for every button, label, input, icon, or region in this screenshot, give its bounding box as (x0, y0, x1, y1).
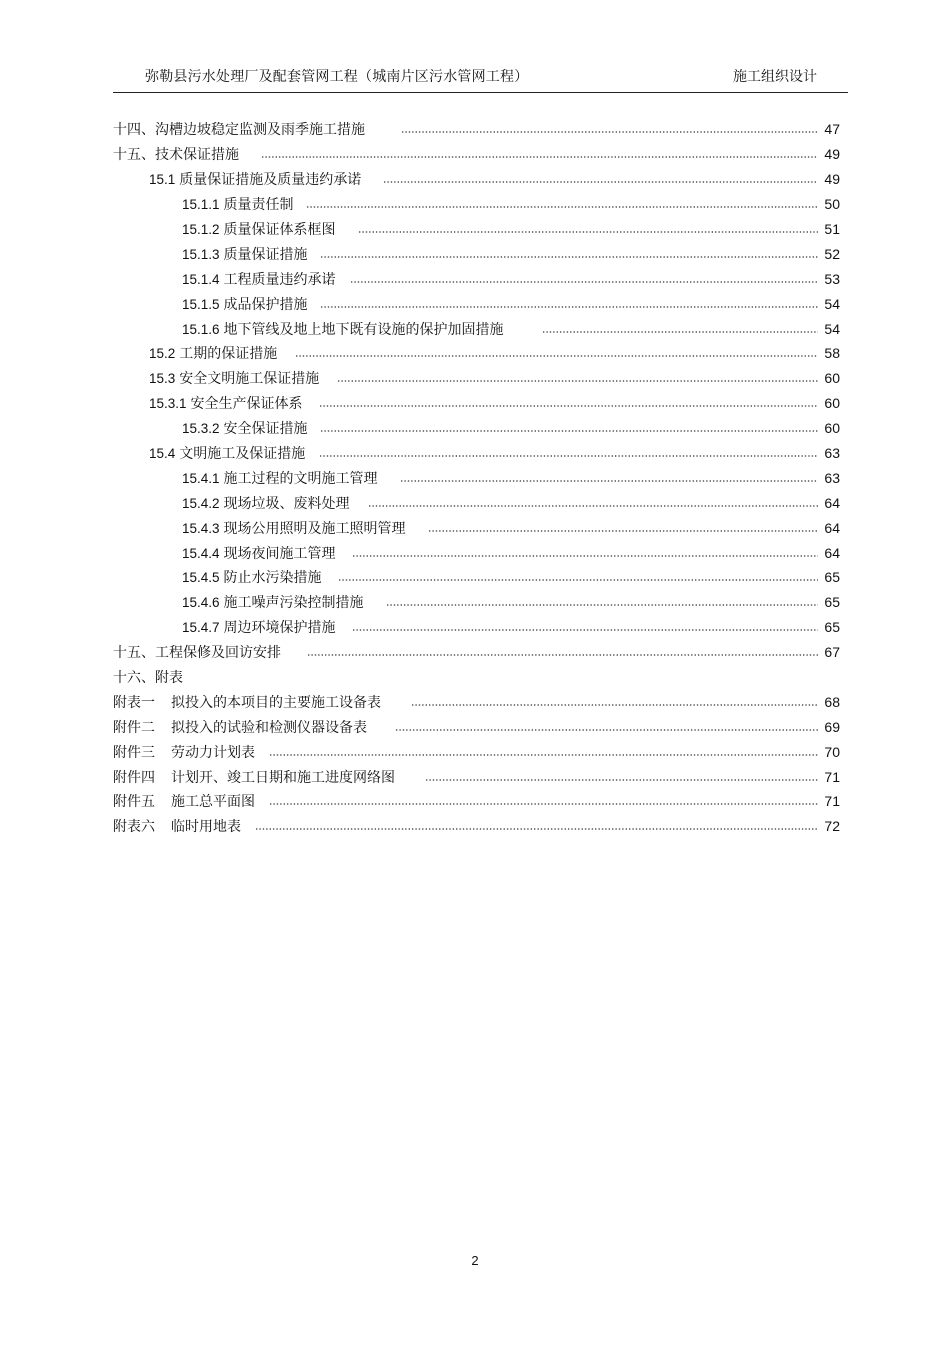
toc-entry[interactable] (113, 341, 840, 366)
toc-entry[interactable] (113, 391, 840, 416)
toc-entry[interactable] (113, 764, 840, 789)
toc-entry-title: 施工噪声污染控制措施 (223, 595, 364, 612)
page-number: 2 (471, 1253, 479, 1268)
toc-entry-number: 15.1.1 (182, 197, 220, 213)
toc-entry-title: 现场公用照明及施工照明管理 (223, 520, 406, 537)
toc-entry-number: 15.1 (149, 172, 176, 188)
toc-entry-title: 周边环境保护措施 (223, 620, 336, 637)
dot-leader (319, 405, 818, 407)
dot-leader (368, 505, 818, 507)
toc-entry[interactable] (113, 590, 840, 615)
toc-entry-page: 70 (824, 743, 840, 760)
toc-entry-number: 十六、 (113, 670, 155, 687)
toc-entry[interactable] (113, 714, 840, 739)
toc-entry-title: 工程质量违约承诺 (223, 271, 336, 288)
toc-entry-page: 53 (824, 270, 840, 287)
table-of-contents (113, 117, 840, 839)
toc-entry-title: 安全文明施工保证措施 (179, 371, 320, 388)
toc-entry-title: 现场夜间施工管理 (223, 545, 336, 562)
header-divider (113, 92, 848, 93)
toc-entry-page: 65 (824, 619, 840, 636)
toc-entry[interactable] (113, 366, 840, 391)
toc-entry-page: 67 (824, 644, 840, 661)
toc-entry[interactable] (113, 490, 840, 515)
toc-entry[interactable] (113, 416, 840, 441)
toc-entry-title: 施工总平面图 (171, 794, 255, 811)
toc-entry-page: 72 (824, 818, 840, 835)
toc-entry-page: 71 (824, 768, 840, 785)
toc-entry[interactable] (113, 192, 840, 217)
dot-leader (401, 131, 818, 133)
dot-leader (358, 231, 818, 233)
dot-leader (269, 754, 818, 756)
toc-entry[interactable] (113, 117, 840, 142)
toc-entry-title: 附表 (155, 670, 183, 687)
toc-entry[interactable] (113, 291, 840, 316)
toc-entry[interactable] (113, 615, 840, 640)
toc-entry-title: 计划开、竣工日期和施工进度网络图 (171, 769, 395, 786)
toc-entry[interactable] (113, 565, 840, 590)
dot-leader (400, 480, 818, 482)
toc-entry-number: 15.4.6 (182, 595, 220, 611)
toc-entry-number: 15.1.4 (182, 271, 220, 287)
dot-leader (307, 654, 818, 656)
dot-leader (337, 380, 818, 382)
toc-entry-number: 附件二 (113, 719, 155, 736)
toc-entry[interactable] (113, 316, 840, 341)
toc-entry-title: 成品保护措施 (223, 296, 308, 313)
toc-entry[interactable] (113, 739, 840, 764)
header-doc-type: 施工组织设计 (733, 69, 817, 85)
toc-entry-page: 60 (824, 395, 840, 412)
toc-entry[interactable] (113, 441, 840, 466)
toc-entry[interactable] (113, 465, 840, 490)
toc-entry-page: 65 (824, 569, 840, 586)
toc-entry-title: 劳动力计划表 (171, 744, 255, 761)
toc-entry-number: 15.3 (149, 371, 176, 387)
dot-leader (411, 704, 818, 706)
toc-entry-number: 15.1.5 (182, 296, 220, 312)
dot-leader (306, 206, 818, 208)
toc-entry[interactable] (113, 789, 840, 814)
toc-entry-page: 64 (824, 519, 840, 536)
toc-entry-number: 15.4.7 (182, 620, 220, 636)
toc-entry-number: 15.1.3 (182, 246, 220, 262)
toc-entry-number: 附件五 (113, 794, 155, 811)
toc-entry-number: 15.4 (149, 446, 176, 462)
dot-leader (352, 555, 818, 557)
toc-entry-number: 附件三 (113, 744, 155, 761)
dot-leader (386, 604, 818, 606)
toc-entry-page: 63 (824, 445, 840, 462)
toc-entry-number: 15.2 (149, 346, 176, 362)
toc-entry-page: 69 (824, 718, 840, 735)
toc-entry-page: 63 (824, 469, 840, 486)
toc-entry-title: 技术保证措施 (155, 147, 239, 164)
toc-entry-page: 64 (824, 494, 840, 511)
toc-entry-page: 68 (824, 693, 840, 710)
toc-entry-page: 54 (824, 320, 840, 337)
toc-entry-number: 15.3.1 (149, 396, 187, 412)
toc-entry-page: 64 (824, 544, 840, 561)
toc-entry[interactable] (113, 689, 840, 714)
toc-entry-page: 54 (824, 295, 840, 312)
toc-entry-title: 安全保证措施 (223, 421, 308, 438)
toc-entry-title: 沟槽边坡稳定监测及雨季施工措施 (155, 122, 365, 139)
dot-leader (320, 306, 818, 308)
toc-entry-number: 15.4.5 (182, 570, 220, 586)
toc-entry[interactable] (113, 217, 840, 242)
toc-entry-number: 15.1.6 (182, 321, 220, 337)
toc-entry-title: 施工过程的文明施工管理 (223, 470, 378, 487)
toc-entry[interactable] (113, 167, 840, 192)
toc-entry-number: 附件四 (113, 769, 155, 786)
toc-entry-page: 60 (824, 370, 840, 387)
toc-entry-number: 十五、 (113, 645, 155, 662)
toc-entry-title: 临时用地表 (171, 819, 241, 836)
dot-leader (352, 629, 818, 631)
dot-leader (428, 530, 818, 532)
toc-entry-number: 15.4.1 (182, 470, 220, 486)
toc-entry[interactable] (113, 540, 840, 565)
toc-entry-page: 50 (824, 196, 840, 213)
dot-leader (383, 181, 818, 183)
header-project-title: 弥勒县污水处理厂及配套管网工程（城南片区污水管网工程） (145, 69, 529, 85)
dot-leader (319, 455, 818, 457)
toc-entry-title: 质量责任制 (223, 197, 294, 214)
dot-leader (395, 729, 818, 731)
toc-entry[interactable] (113, 515, 840, 540)
dot-leader (350, 281, 818, 283)
dot-leader (261, 156, 818, 158)
toc-entry[interactable] (113, 142, 840, 167)
toc-entry[interactable] (113, 266, 840, 291)
toc-entry-number: 15.3.2 (182, 421, 220, 437)
toc-entry-page: 51 (824, 221, 840, 237)
toc-entry-number: 附表六 (113, 819, 155, 836)
toc-entry-title: 地下管线及地上地下既有设施的保护加固措施 (223, 321, 504, 338)
toc-entry-number: 15.1.2 (182, 222, 220, 237)
toc-entry-page: 47 (824, 121, 840, 138)
toc-entry-page: 58 (824, 345, 840, 362)
toc-entry[interactable] (113, 241, 840, 266)
toc-entry-number: 十四、 (113, 122, 155, 139)
dot-leader (542, 331, 818, 333)
toc-entry-number: 十五、 (113, 147, 155, 164)
toc-entry-title: 质量保证体系框图 (223, 222, 336, 238)
dot-leader (320, 256, 818, 258)
toc-entry-title: 工期的保证措施 (179, 346, 278, 363)
toc-entry[interactable] (113, 814, 840, 839)
toc-entry-number: 15.4.4 (182, 545, 220, 561)
toc-entry-title: 文明施工及保证措施 (179, 446, 306, 463)
dot-leader (269, 803, 818, 805)
toc-entry-title: 安全生产保证体系 (190, 396, 303, 413)
toc-entry-title: 拟投入的本项目的主要施工设备表 (171, 694, 381, 711)
toc-entry-number: 附表一 (113, 694, 155, 711)
dot-leader (295, 355, 818, 357)
toc-entry-title: 防止水污染措施 (223, 570, 322, 587)
toc-entry-title: 质量保证措施 (223, 246, 308, 263)
toc-entry[interactable] (113, 640, 840, 665)
toc-entry-number: 15.4.2 (182, 495, 220, 511)
toc-entry-page: 65 (824, 594, 840, 611)
toc-entry-page: 49 (824, 146, 840, 163)
toc-entry-title: 工程保修及回访安排 (155, 645, 281, 662)
dot-leader (425, 779, 818, 781)
toc-entry-title: 质量保证措施及质量违约承诺 (179, 172, 362, 189)
toc-entry-page: 60 (824, 420, 840, 437)
toc-entry-title: 拟投入的试验和检测仪器设备表 (171, 719, 367, 736)
toc-entry-number: 15.4.3 (182, 520, 220, 536)
toc-entry-page: 52 (824, 245, 840, 262)
toc-entry[interactable] (113, 665, 840, 690)
dot-leader (338, 579, 818, 581)
dot-leader (320, 430, 818, 432)
toc-entry-page: 71 (824, 793, 840, 810)
dot-leader (255, 828, 818, 830)
toc-entry-title: 现场垃圾、废料处理 (223, 495, 350, 512)
toc-entry-page: 49 (824, 171, 840, 188)
